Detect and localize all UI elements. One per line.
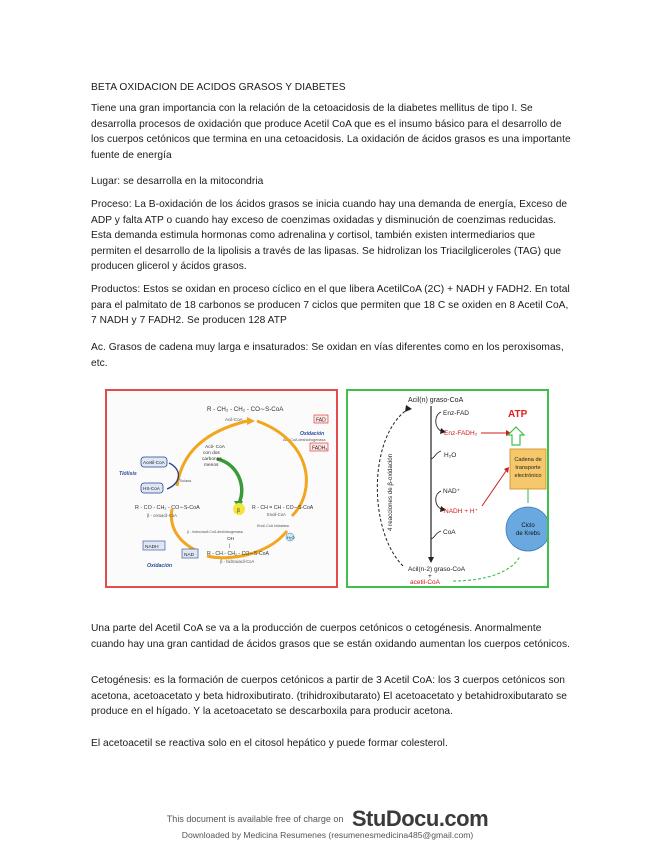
footer-available-text: This document is available free of charge on [166,814,344,824]
side-label: 4 reacciones de β-oxidación [387,453,394,531]
beta-oxidation-summary-svg [348,391,547,586]
oh-label: OH [227,537,235,542]
krebs-line2: de Krebs [515,531,541,537]
nadh-to-chain [482,471,506,506]
top-formula: R - CH₂ - CH₂ - CO∼S-CoA [207,406,284,413]
acil-top-label: Acil(n) graso-CoA [408,397,464,404]
enoyl-sub: Enoil-CoA [267,512,286,517]
acetil-coa-label: Acetil-CoA [143,460,165,465]
acil-coa-center-line2: con dos [203,451,220,456]
acil-bottom-label: Acil(n-2) graso-CoA [408,566,466,573]
dashed-arc-arrowhead [405,405,412,412]
cadena-line1: Cadena de [514,457,542,463]
keto-sub: β - cetoacil-CoA [147,513,177,518]
paragraph-acetoacetil: El acetoacetil se reactiva solo en el citosol hepático y puede formar colesterol. [91,738,448,749]
arrowhead-top [247,417,255,425]
beta-oxidation-cycle-figure [105,389,338,588]
atp-label: ATP [508,409,528,420]
paragraph-acetil-coa: Una parte del Acetil CoA se va a la producción de cuerpos cetónicos o cetogénesis. Anormalmente cuando hay una gran cantidad de ácidos grasos que se están oxidando aumentan los cuerpos cetónicos. [91,623,570,650]
krebs-line1: Ciclo [521,523,535,529]
nad-plus-label: NAD⁺ [443,488,461,495]
fad-label: FAD [316,417,326,424]
hidroxi-deshidrogenasa: β - hidroxiacil-CoA deshidrogenasa [187,530,243,534]
paragraph-productos: Productos: Estos se oxidan en proceso cíclico en el que libera AcetilCoA (2C) + NADH y FADH2. En total para el palmitato de 18 carbonos se producen 7 ciclos que permiten que 18 C se oxiden en 8 Acetil CoA, 7 NADH y 7 FADH2. Se producen 128 ATP [91,284,570,327]
cadena-line2: transporte [515,465,541,471]
nad-label: NAD [184,553,195,558]
krebs-cycle-circle [506,507,547,551]
cadena-line3: electrónico [514,473,542,479]
keto-formula: R - CO - CH₂ - CO∼S-CoA [135,505,200,511]
tiolisis-label: Tiólisis [119,471,137,477]
acil-coa-center-line1: Acil- CoA [205,445,225,450]
plus-sign: + [428,573,432,580]
paragraph-cetogenesis: Cetogénesis: es la formación de cuerpos cetónicos a partir de 3 Acetil CoA: los 3 cuerpos cetónicos son acetona, acetoacetato y beta hidroxibutirato. (trihidroxibutarato) El acetoacetato y betahidroxibutarato se produce en el hígado. Y la acetoacetato se descarboxila para producir acetona. [91,675,567,718]
main-pathway-arrowhead [428,557,434,563]
nadh-label: NADH [145,545,159,550]
hidratasa-label: Enoil-CoA hidratasa [257,524,289,528]
top-sub: Acil-CoA [225,417,243,422]
beta-oxidation-cycle-svg [107,391,336,586]
footer-availability [0,806,655,832]
oh-bond: | [229,544,231,549]
acil-coa-center-line4: menos [204,463,219,468]
enoyl-formula: R - CH = CH - CO∼S-CoA [252,505,314,511]
h2o-label: H₂O [444,452,457,459]
paragraph-cadena-larga: Ac. Grasos de cadena muy larga e insaturados: Se oxidan en vías diferentes como en los peroxisomas, etc. [91,342,564,369]
studocu-logo[interactable]: StuDocu.com [351,806,489,831]
nadh-label: NADH + H⁺ [444,508,478,515]
fadh2-label: FADH₂ [312,445,328,452]
enz-fadh2-label: Enz-FADH₂ [444,430,478,437]
tiolasa-enzyme: Tiolasa [179,479,192,483]
enz-fad-label: Enz-FAD [443,410,470,417]
atp-up-arrow [508,427,524,445]
paragraph-intro: Tiene una gran importancia con la relación de la cetoacidosis de la diabetes mellitus de tipo I. Se desarrolla procesos de oxidación que produce Acetil CoA que es el insumo básico para el desarrollo de los cuerpos cetónicos que termina en una cetoacidosis. La oxidación de ácidos grasos es una importante fuente de energía [91,103,571,161]
oxidacion-bottom-label: Oxidación [147,563,173,569]
acil-coa-center-line3: carbonos [202,457,222,462]
acil-deshidrogenasa-label: Acil CoA deshidrogenasa [283,438,326,442]
document-title: BETA OXIDACION DE ACIDOS GRASOS Y DIABETES [91,82,346,93]
hidroxi-formula: R - CH - CH₂ - CO∼S-CoA [207,551,269,557]
hs-coa-label: HS-CoA [143,486,160,491]
fad-arc [436,412,441,431]
coa-arc [431,531,441,539]
h2o-arc [431,451,441,459]
acil-coa-center-label [202,444,226,468]
beta-oxidation-summary-figure [346,389,549,588]
arc-right-top [257,421,306,516]
nad-arc [436,491,441,509]
inner-green-arrow [217,459,242,503]
paragraph-lugar: Lugar: se desarrolla en la mitocondria [91,176,264,187]
footer-downloaded-by: Downloaded by Medicina Resumenes (resumenesmedicina485@gmail.com) [181,830,474,840]
h2o-label: H₂O [287,535,295,540]
coa-label: CoA [443,529,456,536]
acetil-coa-label: acetil-CoA [410,579,440,586]
center-badge: β [237,508,240,514]
hidroxi-sub: β - hidroxiacil-CoA [220,559,255,564]
oxidacion-top-label: Oxidación [300,431,325,437]
paragraph-proceso: Proceso: La B-oxidación de los ácidos grasos se inicia cuando hay una demanda de energía, Exceso de ADP y falta ATP o cuando hay exceso de coenzimas oxidadas y disminución de coenzimas reducidas. Esta demanda estimula hormonas como adrenalina y cortisol, también existen intermediarios que permiten el desarrollo de la lipolisis a través de las lipasas. Se hidrolizan los Triacilgliceroles (TAG) que producen glicerol y ácidos grasos. [91,199,568,273]
